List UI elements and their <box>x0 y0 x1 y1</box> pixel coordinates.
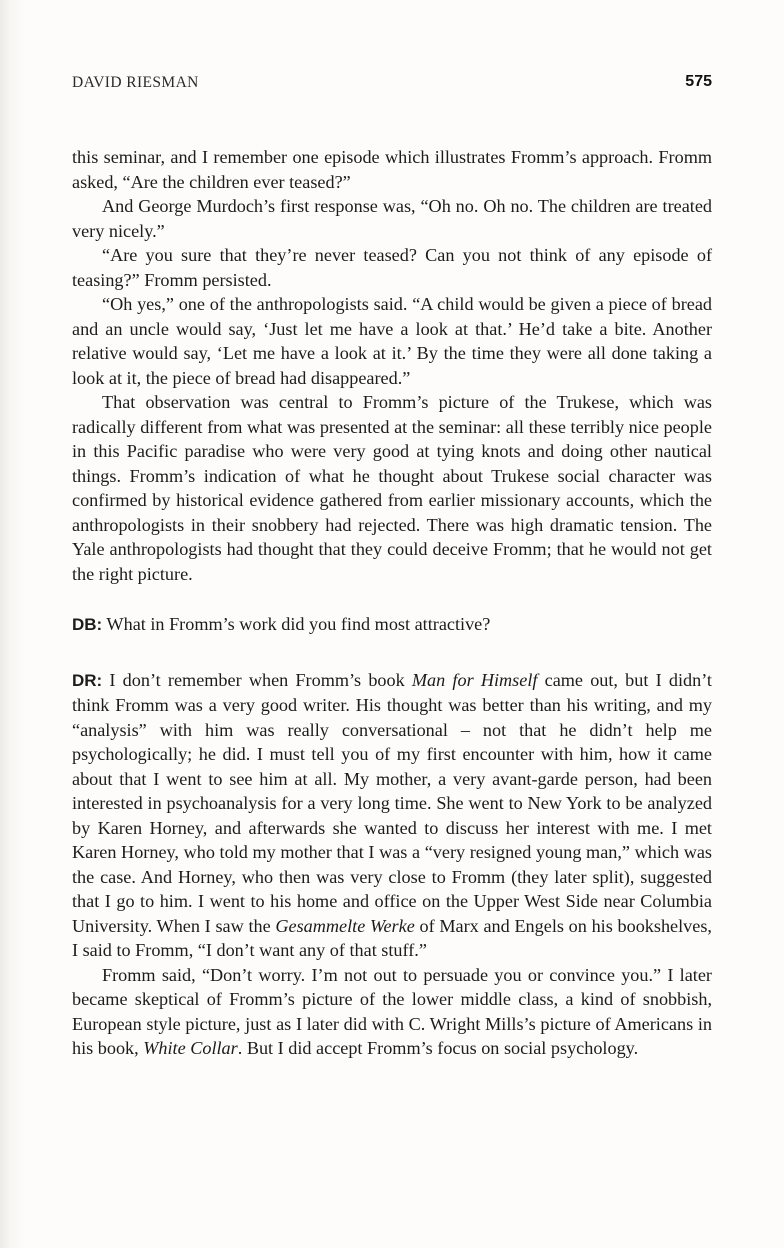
running-header <box>72 74 712 98</box>
book-title: Man for Himself <box>411 669 538 690</box>
speaker-label-db: DB: <box>72 615 103 634</box>
answer-text: came out, but I didn’t think Fromm was a very good writer. His thought was better than his writing, and my “analysis” with him was really conversational – not that he didn’t help me psychologically; he did. I must tell you of my first encounter with him, how it came about that I went to see him at all. My mother, a very avant-garde person, had been interested in psychoanalysis for a very long time. She went to New York to be analyzed by Karen Horney, and afterwards she wanted to discuss her interest with me. I met Karen Horney, who told my mother that I was a “very resigned young man,” which was the case. And Horney, who then was very close to Fromm (they later split), suggested that I go to him. I went to his home and office on the Upper West Side near Columbia University. When I saw the <box>72 669 712 936</box>
speaker-label-dr: DR: <box>72 670 103 690</box>
book-title: Gesammelte Werke <box>275 915 415 936</box>
paragraph: And George Murdoch’s first response was, “Oh no. Oh no. The children are treated very nicely.” <box>72 196 712 241</box>
answer-text: I don’t remember when Fromm’s book <box>102 669 412 690</box>
paragraph <box>72 963 712 1061</box>
paragraph: “Are you sure that they’re never teased? Can you not think of any episode of teasing?” Fromm persisted. <box>72 245 712 290</box>
paragraph-text: Fromm said, “Don’t worry. I’m not out to persuade you or convince you.” I later became skeptical of Fromm’s picture of the lower middle class, a kind of snobbish, European style picture, just as I later did with C. Wright Mills’s picture of Americans in his book, <box>72 964 712 1058</box>
running-head-author: DAVID RIESMAN <box>72 74 199 91</box>
answer-text: of Marx and Engels on his bookshelves, I said to Fromm, “I don’t want any of that stuff.” <box>72 915 712 960</box>
interview-question <box>72 612 712 638</box>
interview-answer <box>72 668 712 963</box>
paragraph: That observation was central to Fromm’s picture of the Trukese, which was radically different from what was presented at the seminar: all these terribly nice people in this Pacific paradise who were very good at tying knots and doing other nautical things. Fromm’s indication of what he thought about Trukese social character was confirmed by historical evidence gathered from earlier missionary accounts, which the anthropologists in their snobbery had rejected. There was high dramatic tension. The Yale anthropologists had thought that they could deceive Fromm; that he would not get the right picture. <box>72 392 712 584</box>
book-title: White Collar <box>143 1038 238 1058</box>
page-number: 575 <box>685 73 712 90</box>
body-text <box>72 145 712 1061</box>
paragraph-text: . But I did accept Fromm’s focus on social psychology. <box>237 1038 639 1058</box>
paragraph: “Oh yes,” one of the anthropologists said. “A child would be given a piece of bread and an uncle would say, ‘Just let me have a look at that.’ He’d take a bite. Another relative would say, ‘Let me have a look at it.’ By the time they were all done taking a look at it, the piece of bread had disappeared.” <box>72 294 712 388</box>
question-text: What in Fromm’s work did you find most attractive? <box>102 614 491 634</box>
paragraph-continued: this seminar, and I remember one episode which illustrates Fromm’s approach. Fromm asked, “Are the children ever teased?” <box>72 147 712 192</box>
